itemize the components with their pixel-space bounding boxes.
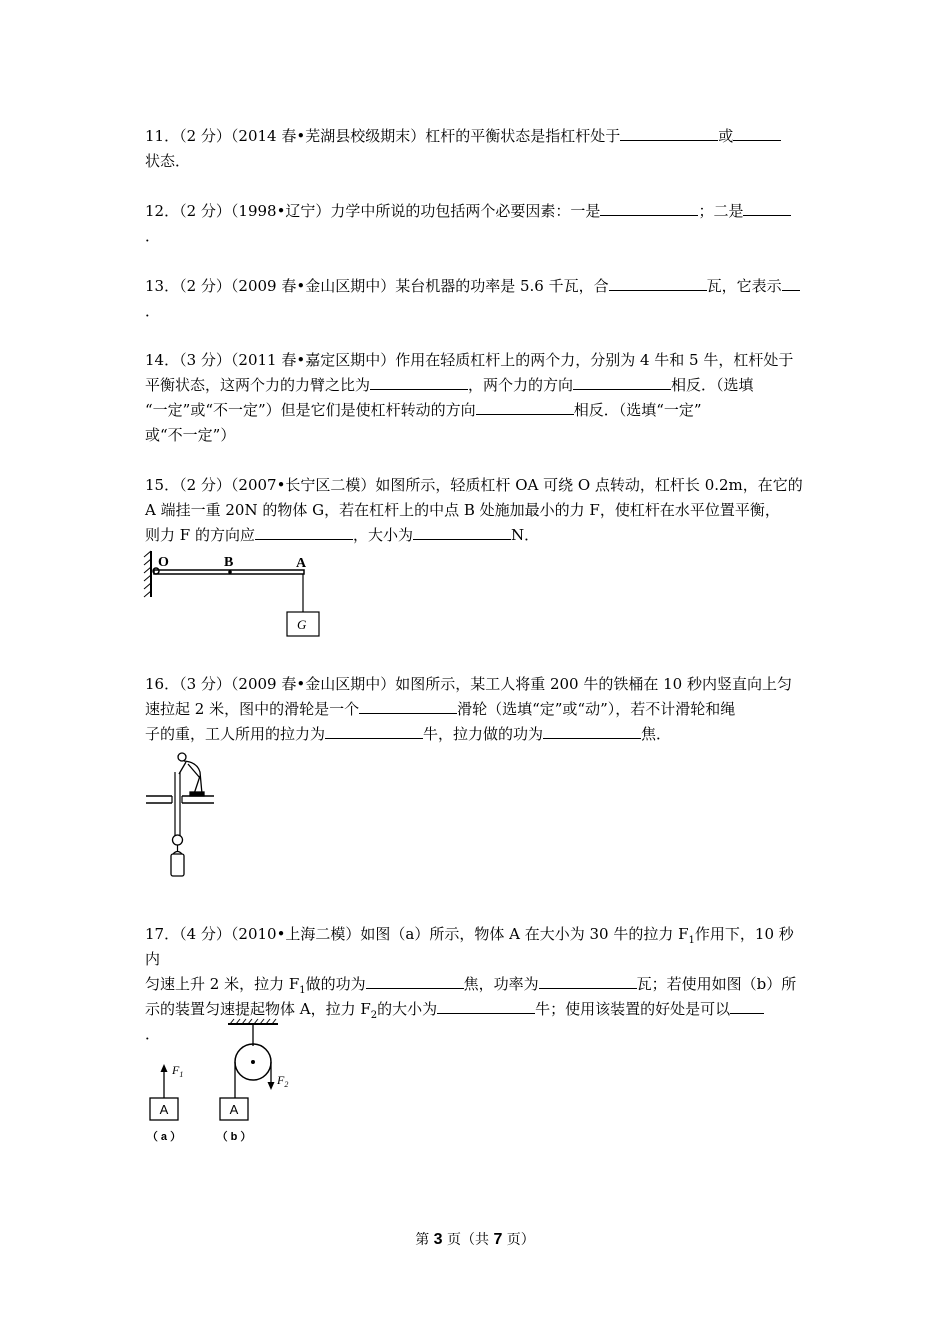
answer-blank[interactable] <box>476 398 574 415</box>
subscript: 2 <box>370 1010 378 1021</box>
question-13 <box>145 274 807 324</box>
label-f1: $F_1$ <box>172 1063 184 1079</box>
q11-text: 11．（2 分）（2014 春•芜湖县校级期末）杠杆的平衡状态是指杠杆处于 <box>145 127 621 145</box>
caption-b: （ b ） <box>216 1131 252 1143</box>
box-b-label: A <box>229 1102 239 1117</box>
q12-text: ；二是 <box>698 202 744 220</box>
q14-text: 或“不一定”） <box>145 426 236 444</box>
q17-text: 焦，功率为 <box>463 975 539 993</box>
answer-blank[interactable] <box>370 373 468 390</box>
footer-text: 第 <box>415 1232 434 1248</box>
q15-text: N． <box>510 526 540 544</box>
question-15 <box>145 473 807 548</box>
q17-text: 匀速上升 2 米，拉力 F <box>145 975 300 993</box>
q14-text: “一定”或“不一定”）但是它们是使杠杆转动的方向 <box>145 401 476 419</box>
total-pages: 7 <box>493 1231 503 1248</box>
q14-text: 14．（3 分）（2011 春•嘉定区期中）作用在轻质杠杆上的两个力，分别为 4 牛和 5 牛，杠杆处于 <box>145 351 794 369</box>
answer-blank[interactable] <box>413 523 511 540</box>
q17-text: ． <box>145 1025 161 1043</box>
q12-text: 12．（2 分）（1998•辽宁）力学中所说的功包括两个必要因素：一是 <box>145 202 601 220</box>
wall-hatching <box>144 551 151 597</box>
q15-text: 15．（2 分）（2007•长宁区二模）如图所示，轻质杠杆 OA 可绕 O 点转动，杠杆长 0.2m，在它的 <box>145 476 803 494</box>
subscript: 1 <box>688 935 695 946</box>
label-o: O <box>158 555 169 570</box>
label-f2: $F_2$ <box>277 1073 289 1089</box>
lever-figure <box>142 547 332 643</box>
answer-blank[interactable] <box>743 199 791 216</box>
answer-blank[interactable] <box>730 997 764 1014</box>
q16-text: 子的重，工人所用的拉力为 <box>145 725 326 743</box>
point-b <box>228 570 232 574</box>
q13-text: 13．（2 分）（2009 春•金山区期中）某台机器的功率是 5.6 千瓦，合 <box>145 277 609 295</box>
page-number: 3 <box>433 1231 443 1248</box>
footer-text: 页） <box>502 1232 535 1248</box>
q12-text: ． <box>145 227 161 245</box>
arrow-head-down <box>268 1082 275 1090</box>
subscript: 1 <box>299 985 306 996</box>
caption-a: （ a ） <box>146 1131 182 1143</box>
answer-blank[interactable] <box>733 124 781 141</box>
label-b: B <box>224 555 234 570</box>
q15-text: ，大小为 <box>352 526 413 544</box>
q17-text: 做的功为 <box>305 975 366 993</box>
answer-blank[interactable] <box>543 722 641 739</box>
page-footer <box>0 1229 950 1249</box>
worker-head <box>178 753 186 761</box>
q17-text: 17．（4 分）（2010•上海二模）如图（a）所示，物体 A 在大小为 30 牛的拉力 F <box>145 925 689 943</box>
q16-text: 滑轮（选填“定”或“动”），若不计滑轮和绳 <box>457 700 736 718</box>
q17-text: 牛；使用该装置的好处是可以 <box>535 1000 731 1018</box>
q17-text: 示的装置匀速提起物体 A，拉力 F <box>145 1000 371 1018</box>
answer-blank[interactable] <box>359 697 457 714</box>
question-16 <box>145 672 807 747</box>
q11-text: 或 <box>718 127 734 145</box>
q14-text: 相反．（选填 <box>671 376 754 394</box>
q16-text: 16．（3 分）（2009 春•金山区期中）如图所示，某工人将重 200 牛的铁桶在 10 秒内竖直向上匀 <box>145 675 792 693</box>
answer-blank[interactable] <box>782 274 800 291</box>
q14-text: ，两个力的方向 <box>468 376 574 394</box>
question-11 <box>145 124 807 174</box>
pulley-comparison-figure <box>142 1018 302 1148</box>
q11-text: 状态． <box>145 152 191 170</box>
q15-text: 则力 F 的方向应 <box>145 526 255 544</box>
q16-text: 牛，拉力做的功为 <box>423 725 544 743</box>
answer-blank[interactable] <box>539 972 637 989</box>
pulley-worker-figure <box>142 750 222 882</box>
label-a: A <box>296 556 307 571</box>
q17-text: 的大小为 <box>377 1000 438 1018</box>
question-14 <box>145 348 807 448</box>
pulley-wheel <box>173 835 183 845</box>
q14-text: 平衡状态，这两个力的力臂之比为 <box>145 376 371 394</box>
answer-blank[interactable] <box>573 373 671 390</box>
q17-text: 作用下，10 秒内 <box>145 925 794 968</box>
answer-blank[interactable] <box>255 523 353 540</box>
q16-text: 速拉起 2 米，图中的滑轮是一个 <box>145 700 360 718</box>
answer-blank[interactable] <box>600 199 698 216</box>
answer-blank[interactable] <box>325 722 423 739</box>
question-12 <box>145 199 807 249</box>
q15-text: A 端挂一重 20N 的物体 G，若在杠杆上的中点 B 处施加最小的力 F，使杠杆在水平位置平衡， <box>145 501 780 519</box>
q13-text: ． <box>145 302 161 320</box>
answer-blank[interactable] <box>609 274 707 291</box>
q13-text: 瓦，它表示 <box>706 277 782 295</box>
pulley-axle <box>251 1060 255 1064</box>
footer-text: 页（共 <box>442 1232 494 1248</box>
answer-blank[interactable] <box>366 972 464 989</box>
box-a-label: A <box>159 1102 169 1117</box>
answer-blank[interactable] <box>437 997 535 1014</box>
label-g: G <box>297 617 307 632</box>
iron-bucket <box>171 854 184 876</box>
worker <box>178 753 204 796</box>
q17-text: 瓦；若使用如图（b）所 <box>636 975 797 993</box>
q16-text: 焦． <box>641 725 672 743</box>
arrow-head-up <box>161 1064 168 1072</box>
answer-blank[interactable] <box>620 124 718 141</box>
q14-text: 相反．（选填“一定” <box>573 401 702 419</box>
